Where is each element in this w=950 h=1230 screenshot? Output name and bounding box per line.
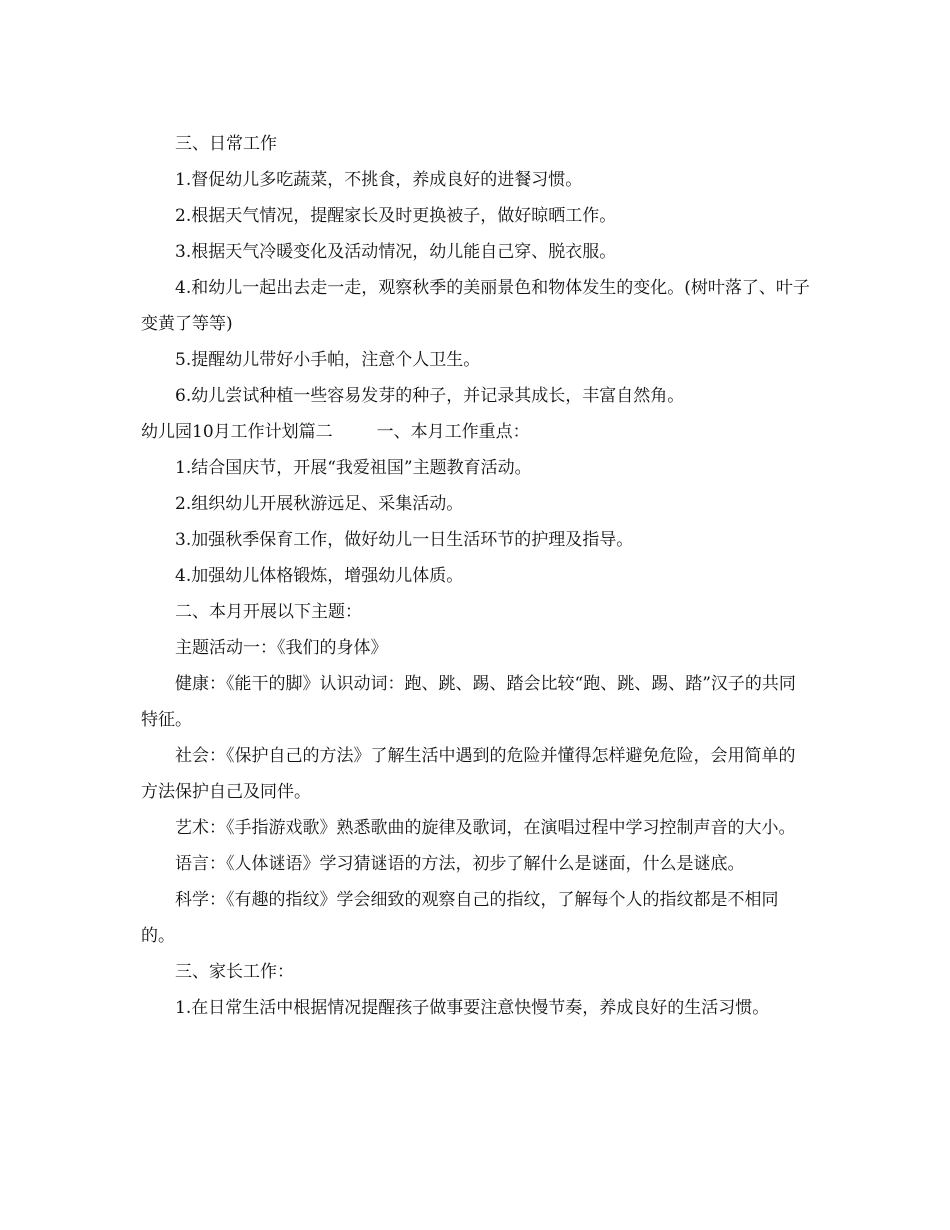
subject-science: 科学：《有趣的指纹》学会细致的观察自己的指纹，了解每个人的指纹都是不相同的。 [141, 890, 779, 946]
plan-heading-line [141, 414, 811, 450]
theme-activity: 主题活动一：《我们的身体》 [175, 638, 388, 658]
section-title-focus: 一、本月工作重点： [376, 422, 530, 442]
daily-item: 3.根据天气冷暖变化及活动情况，幼儿能自己穿、脱衣服。 [175, 242, 617, 262]
subject-health: 健康：《能干的脚》认识动词：跑、跳、踢、踏会比较“跑、跳、踢、踏”汉子的共同特征。 [141, 674, 796, 730]
daily-item: 4.和幼儿一起出去走一走，观察秋季的美丽景色和物体发生的变化。(树叶落了、叶子变黄了等等) [141, 278, 810, 334]
section-title-parents: 三、家长工作： [175, 962, 294, 982]
focus-item: 1.结合国庆节，开展“我爱祖国”主题教育活动。 [175, 458, 532, 478]
focus-item: 4.加强幼儿体格锻炼，增强幼儿体质。 [175, 566, 464, 586]
daily-item: 1.督促幼儿多吃蔬菜，不挑食，养成良好的进餐习惯。 [175, 170, 583, 190]
document-body [141, 126, 811, 1026]
daily-item: 5.提醒幼儿带好小手帕，注意个人卫生。 [175, 350, 481, 370]
subject-language: 语言：《人体谜语》学习猜谜语的方法，初步了解什么是谜面，什么是谜底。 [175, 854, 745, 874]
subject-society: 社会：《保护自己的方法》了解生活中遇到的危险并懂得怎样避免危险，会用简单的方法保护自己及同伴。 [141, 746, 796, 802]
focus-item: 2.组织幼儿开展秋游远足、采集活动。 [175, 494, 464, 514]
section-title-daily: 三、日常工作 [175, 134, 277, 154]
parents-item: 1.在日常生活中根据情况提醒孩子做事要注意快慢节奏，养成良好的生活习惯。 [175, 998, 770, 1018]
subject-art: 艺术：《手指游戏歌》熟悉歌曲的旋律及歌词，在演唱过程中学习控制声音的大小。 [175, 818, 796, 838]
daily-item: 6.幼儿尝试种植一些容易发芽的种子，并记录其成长，丰富自然角。 [175, 386, 685, 406]
plan-title: 幼儿园10月工作计划篇二 [141, 422, 333, 442]
daily-item: 2.根据天气情况，提醒家长及时更换被子，做好晾晒工作。 [175, 206, 617, 226]
section-title-themes: 二、本月开展以下主题： [175, 602, 362, 622]
focus-item: 3.加强秋季保育工作，做好幼儿一日生活环节的护理及指导。 [175, 530, 634, 550]
